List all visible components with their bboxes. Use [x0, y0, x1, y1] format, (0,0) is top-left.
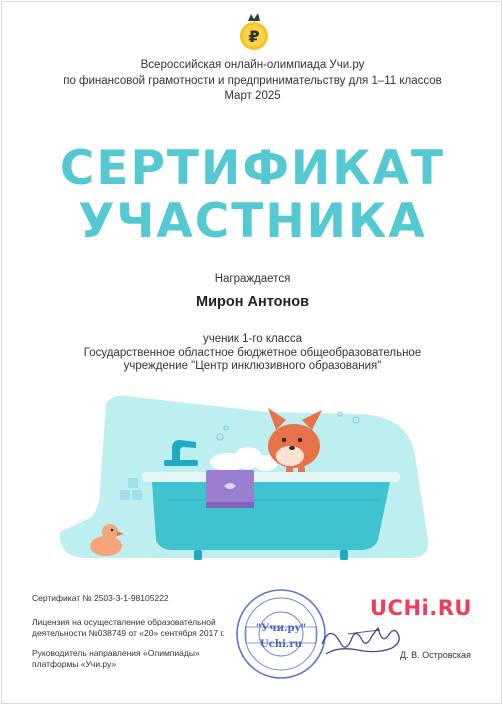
school-name-line2: учреждение "Центр инклюзивного образования" — [123, 360, 382, 372]
certificate-title-line2: УЧАСТНИКА — [78, 194, 427, 249]
awarded-label: Награждается — [214, 273, 291, 285]
license-info — [32, 617, 225, 639]
svg-text:₽: ₽ — [248, 27, 260, 46]
olympiad-date: Март 2025 — [224, 90, 281, 102]
license-line2: деятельности №038749 от «20» сентября 2017 г. — [32, 628, 225, 638]
fox-in-bathtub-illustration — [60, 390, 440, 570]
director-info — [32, 648, 200, 670]
recipient-grade: ученик 1-го класса — [202, 333, 303, 345]
ruble-coin-icon — [237, 12, 271, 52]
director-signature — [318, 614, 408, 664]
stamp-subtext: Uchi.ru — [260, 639, 302, 650]
certificate-title-line1: СЕРТИФИКАТ — [59, 141, 446, 196]
signer-name: Д. В. Островская — [400, 650, 471, 660]
school-name-line1: Государственное областное бюджетное общеобразовательное — [83, 346, 422, 359]
olympiad-subject: по финансовой грамотности и предпринимательству для 1–11 классов — [63, 74, 442, 87]
certificate-number: Сертификат № 2503-3-1-98105222 — [32, 593, 169, 603]
olympiad-name: Всероссийская онлайн-олимпиада Учи.ру — [140, 59, 365, 71]
certificate-page — [1, 1, 502, 704]
director-line1: Руководитель направления «Олимпиады» — [32, 648, 200, 658]
uchi-ru-logo: UCHi.RU — [370, 596, 472, 620]
official-stamp — [234, 587, 328, 681]
olympiad-header — [2, 58, 502, 105]
recipient-details — [2, 333, 502, 374]
recipient-name: Мирон Антонов — [195, 294, 310, 310]
license-line1: Лицензия на осуществление образовательной — [32, 617, 216, 627]
director-line2: платформы «Учи.ру» — [32, 659, 117, 669]
stamp-text: "Учи.ру" — [255, 623, 307, 634]
